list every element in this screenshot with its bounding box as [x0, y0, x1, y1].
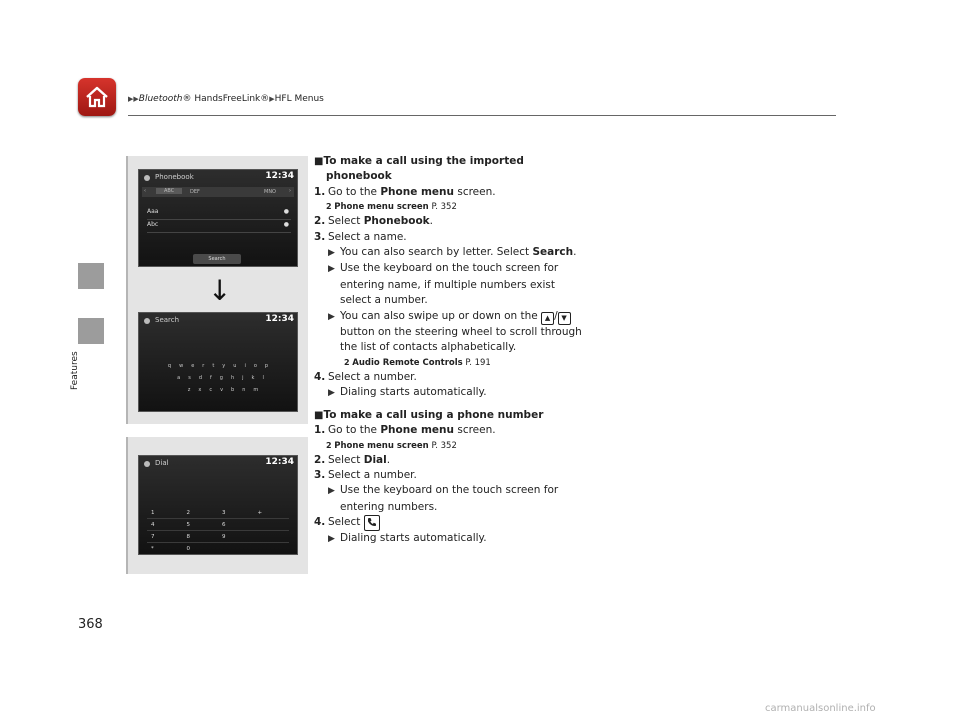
keypad-key[interactable]: * — [147, 546, 183, 555]
keyboard-key[interactable]: g — [219, 375, 223, 381]
keyboard-key[interactable]: j — [242, 375, 244, 381]
screen-title: Phonebook — [155, 173, 194, 181]
tab-abc[interactable]: ABC — [156, 188, 182, 194]
clock: 12:34 — [265, 171, 294, 181]
keypad-key[interactable]: 7 — [147, 534, 183, 543]
keypad-key[interactable]: 4 — [147, 522, 183, 531]
keyboard-key[interactable]: y — [222, 363, 226, 369]
keyboard-key[interactable]: o — [253, 363, 257, 369]
instructions: ■To make a call using the imported phonebook 1. Go to the Phone menu screen. 2 Phone menu screen P. 352 2. Select Phonebook. 3. Select a name. ▶ You can also search by letter. Select Search. ▶ Use the keyboard on the touch screen for entering name, if multiple numbers exist select a number. ▶ You can also swipe up or down on the ▲ / ▼ button on the steering wheel to scroll through the list of contacts alphabetically. 2 Audio Remote Controls P. 191 4. Select a number. ▶ Dialing starts automatically. ■To make a call using a phone number 1. Go to the Phone menu screen. 2 Phone menu screen P. 352 2. Select Dial. 3. Select a number. ▶ Use the keyboard on the touch screen for entering numbers. 4. Select ▶ Dialing starts automatically. — [314, 154, 584, 548]
keyboard-key[interactable]: d — [198, 375, 203, 381]
keyboard-key[interactable]: f — [210, 375, 212, 381]
call-icon — [364, 515, 380, 531]
tab-def[interactable]: DEF — [190, 189, 200, 195]
contact-name: Abc — [147, 221, 159, 228]
keyboard-key[interactable]: l — [262, 375, 264, 381]
keyboard-key[interactable]: a — [177, 375, 181, 381]
keyboard-key[interactable]: r — [202, 363, 205, 369]
keypad-key[interactable] — [254, 534, 290, 543]
keypad-key[interactable]: 1 — [147, 510, 183, 519]
keypad-key[interactable]: 8 — [183, 534, 219, 543]
keyboard-key[interactable]: x — [198, 387, 202, 393]
cross-reference-link[interactable]: 2 Audio Remote Controls P. 191 — [344, 357, 491, 368]
breadcrumb-arrow-icon: ▶▶ — [128, 95, 139, 103]
page-number: 368 — [78, 617, 103, 632]
keyboard-key[interactable]: m — [253, 387, 259, 393]
keyboard-key[interactable]: w — [179, 363, 184, 369]
keypad-key[interactable]: 0 — [183, 546, 219, 555]
keyboard-key[interactable]: q — [167, 363, 172, 369]
person-icon: ● — [283, 221, 289, 228]
home-icon — [84, 85, 110, 109]
breadcrumb-item-hfl-menus[interactable]: HFL Menus — [274, 94, 324, 104]
keyboard-key[interactable]: e — [191, 363, 195, 369]
dial-screen — [138, 455, 298, 555]
keyboard-key[interactable]: h — [230, 375, 235, 381]
screen-title: Dial — [155, 459, 169, 467]
breadcrumb-item-handsfreelink[interactable]: ® HandsFreeLink® — [182, 94, 270, 104]
menu-icon — [144, 461, 150, 467]
letter-tab-bar — [142, 187, 294, 197]
keyboard-key[interactable]: u — [233, 363, 237, 369]
person-icon: ● — [283, 208, 289, 215]
keyboard-key[interactable]: v — [220, 387, 224, 393]
home-button[interactable] — [78, 78, 116, 116]
chevron-right-icon[interactable]: › — [289, 188, 291, 194]
arrow-down-icon: ↓ — [208, 274, 232, 307]
section-heading: ■To make a call using a phone number — [314, 408, 544, 421]
keyboard-key[interactable]: n — [242, 387, 246, 393]
side-tab[interactable] — [78, 263, 104, 289]
scroll-down-key-icon: ▼ — [558, 312, 571, 325]
keyboard-row — [143, 375, 293, 387]
side-tab-features[interactable] — [78, 318, 104, 344]
header-divider — [128, 115, 836, 116]
keyboard-key[interactable]: c — [209, 387, 213, 393]
dial-keypad — [147, 510, 289, 555]
keyboard-key[interactable]: p — [264, 363, 269, 369]
scroll-up-key-icon: ▲ — [541, 312, 554, 325]
keyboard-key[interactable]: z — [187, 387, 191, 393]
section-label: Features — [70, 351, 80, 390]
cross-reference-link[interactable]: 2 Phone menu screen P. 352 — [326, 202, 457, 213]
clock: 12:34 — [265, 314, 294, 324]
keypad-key[interactable]: 9 — [218, 534, 254, 543]
keyboard-row — [143, 363, 293, 375]
search-screen — [138, 312, 298, 412]
phonebook-screen — [138, 169, 298, 267]
keypad-key[interactable] — [218, 546, 254, 555]
contact-name: Aaa — [147, 208, 159, 215]
keypad-key[interactable]: + — [254, 510, 290, 519]
tab-mno[interactable]: MNO — [264, 189, 276, 195]
section-heading: ■To make a call using the imported phonebook — [314, 155, 524, 183]
keypad-key[interactable] — [254, 522, 290, 531]
search-button[interactable]: Search — [193, 254, 241, 264]
screen-title: Search — [155, 316, 180, 324]
keyboard-row — [143, 387, 293, 399]
keypad-key[interactable]: 3 — [218, 510, 254, 519]
menu-icon — [144, 175, 150, 181]
keyboard-key[interactable]: k — [251, 375, 255, 381]
clock: 12:34 — [265, 457, 294, 467]
cross-reference-link[interactable]: 2 Phone menu screen P. 352 — [326, 440, 457, 451]
keypad-key[interactable]: 2 — [183, 510, 219, 519]
keyboard-key[interactable]: i — [244, 363, 246, 369]
watermark: carmanualsonline.info — [765, 703, 876, 714]
keyboard-key[interactable]: s — [188, 375, 191, 381]
keypad-key[interactable]: 5 — [183, 522, 219, 531]
breadcrumb-item-bluetooth[interactable]: Bluetooth — [138, 94, 183, 104]
breadcrumb — [128, 94, 324, 104]
on-screen-keyboard — [143, 363, 293, 399]
keyboard-key[interactable]: t — [212, 363, 215, 369]
contact-row[interactable] — [147, 221, 291, 233]
contact-row[interactable] — [147, 208, 291, 220]
keypad-key[interactable]: 6 — [218, 522, 254, 531]
keyboard-key[interactable]: b — [231, 387, 235, 393]
menu-icon — [144, 318, 150, 324]
breadcrumb-arrow-icon: ▶ — [269, 95, 275, 103]
chevron-left-icon[interactable]: ‹ — [144, 188, 146, 194]
